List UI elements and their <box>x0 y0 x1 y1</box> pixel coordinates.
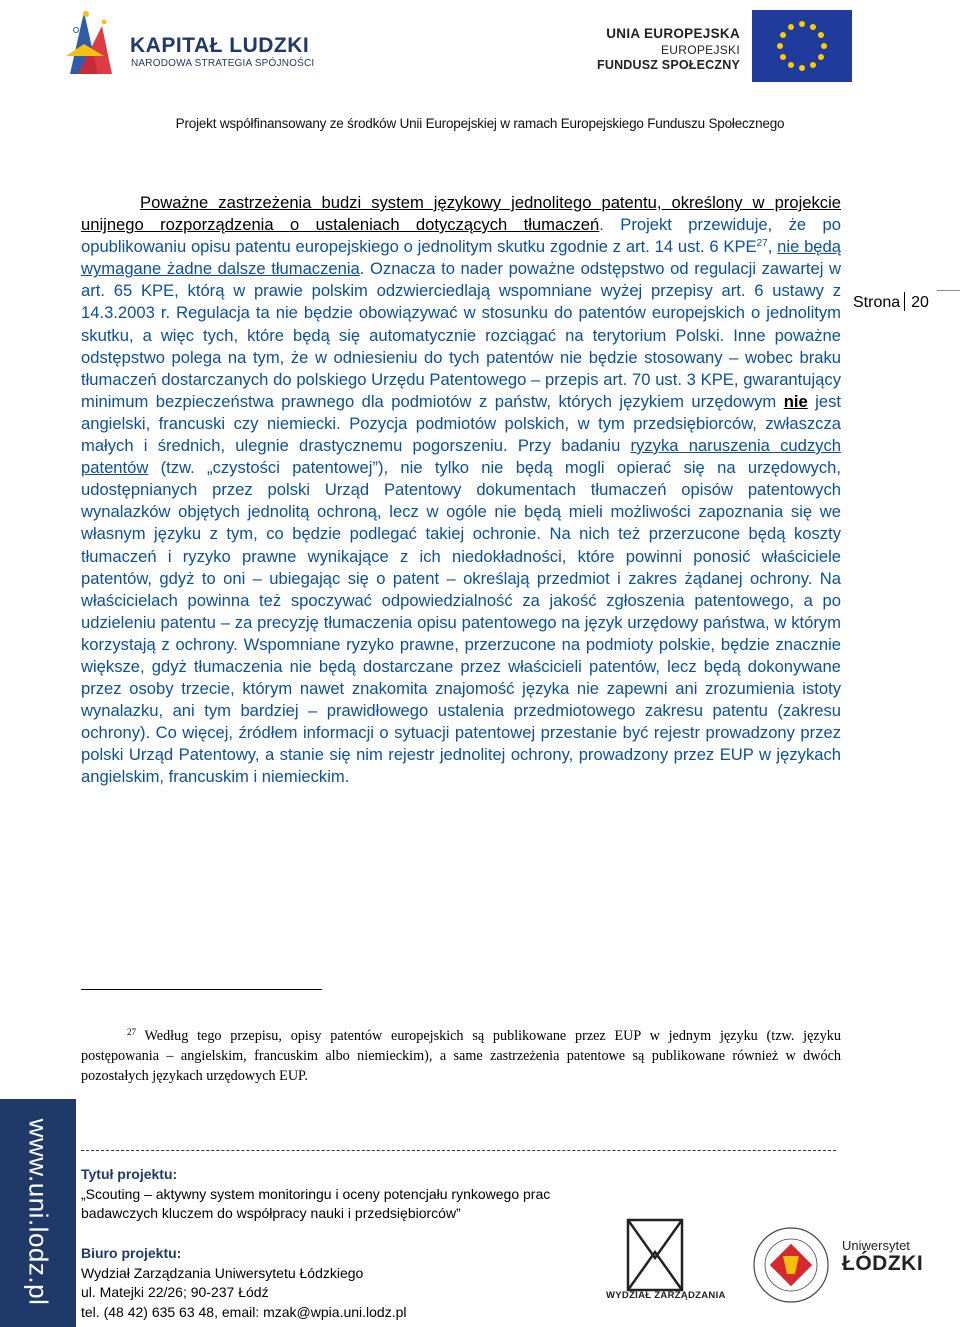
eu-logo-line2: EUROPEJSKI <box>660 43 740 57</box>
kapital-ludzki-subtitle: NARODOWA STRATEGIA SPÓJNOŚCI <box>131 58 315 69</box>
footnote <box>81 1026 841 1086</box>
page-label-text: Strona <box>853 294 901 311</box>
body-underlined-phrase: ryzyka naruszenia cudzych patentów <box>81 436 841 478</box>
page-label-separator <box>904 292 905 311</box>
body-emphasis: nie <box>783 391 808 411</box>
project-title-line: „Scouting – aktywny system monitoringu i oceny potencjału rynkowego prac <box>81 1185 551 1202</box>
wydzial-zarzadzania-label: WYDZIAŁ ZARZĄDZANIA <box>606 1290 726 1301</box>
footer-dashed-divider <box>81 1150 836 1151</box>
project-office-block <box>81 1244 407 1322</box>
university-seal-icon <box>752 1226 830 1304</box>
footnote-rule <box>81 989 322 990</box>
page-number: 20 <box>911 294 929 311</box>
page-number-label <box>853 292 929 312</box>
body-paragraph <box>81 192 841 789</box>
project-caption: Projekt współfinansowany ze środków Unii Europejskiej w ramach Europejskiego Funduszu Społecznego <box>175 116 785 131</box>
uniwersytet-lodzki-logo <box>842 1238 923 1276</box>
project-title-line: badawczych kluczem do współpracy nauki i przedsiębiorców” <box>81 1205 461 1221</box>
body-text-segment: (tzw. „czystości patentowej”), nie tylko nie będą mogli opierać się na urzędowych, udostępnianych przez polski Urząd Patentowy dokumentach tłumaczeń opisów patentowych wynalazków objętych jednolitą ochroną, lecz w ogóle nie będą mieli możliwości zapoznania się we własnym języku z tym, co będzie podlegać takiej ochronie. Na nich też przerzucone będą koszty tłumaczeń i ryzyko prawne wynikające z ich niedokładności, które powinni ponosić właściciele patentów, gdyż to oni – ubiegając się o patent – określają przedmiot i zakres żądanej ochrony. Na właścicielach powinna też spoczywać odpowiedzialność za jakość zgłoszenia patentowego, a po udzieleniu patentu – za precyzję tłumaczenia opisu patentowego na język urzędowy państwa, w którym korzystają z ochrony. Wspomniane ryzyko prawne, przerzucone na podmioty polskie, będzie znacznie większe, gdyż tłumaczenia nie będą dostarczane przez właścicieli patentów, lecz będą dokonywane przez osoby trzecie, którym nawet znakomita znajomość języka nie zapewni ani zrozumienia istoty wynalazku, ani tym bardziej – prawidłowego ustalenia przedmiotowego zakresu patentu (zakresu ochrony). Co więcej, źródłem informacji o sytuacji patentowej przestanie być rejestr prowadzony przez polski Urząd Patentowy, a stanie się nim rejestr jednolitej ochrony, prowadzony przez EUP w językach angielskim, francuskim i niemieckim. <box>81 458 841 787</box>
project-office-heading: Biuro projektu: <box>81 1245 182 1261</box>
body-underlined-phrase: nie będą wymagane żadne dalsze tłumaczenia <box>81 237 841 279</box>
kapital-ludzki-title: KAPITAŁ LUDZKI <box>130 34 310 57</box>
body-text-segment: . Oznacza to nader poważne odstępstwo od regulacji zawartej w art. 65 KPE, którą w prawie polskim odzwierciedlają wspomniane wyżej przepisy art. 6 ustawy z 14.3.2003 r. Regulacja ta nie będzie obowiązywać w stosunku do patentów europejskich o jednolitym skutku, a więc tych, które będą się automatycznie rozciągać na terytorium Polski. Inne poważne odstępstwo polega na tym, że w odniesieniu do tych patentów nie będzie stosowany – wobec braku tłumaczeń dostarczanych do polskiego Urzędu Patentowego – przepis art. 70 ust. 3 KPE, gwarantujący minimum bezpieczeństwa prawnego dla podmiotów z państw, których językiem urzędowym <box>81 259 841 411</box>
kapital-ludzki-logo <box>64 4 314 82</box>
project-title-block <box>81 1165 550 1224</box>
body-text-segment: . Projekt przewiduje, że po opublikowaniu opisu patentu europejskiego o jednolitym skutku zgodnie z art. 14 ust. 6 KPE <box>81 215 841 257</box>
footnote-ref: 27 <box>756 238 768 250</box>
eu-logo <box>597 6 852 82</box>
ul-logo-line1: Uniwersytet <box>842 1238 910 1253</box>
ul-logo-line2: ŁÓDZKI <box>842 1252 924 1275</box>
eu-logo-line3: FUNDUSZ SPOŁECZNY <box>597 58 740 72</box>
project-title-heading: Tytuł projektu: <box>81 1166 178 1182</box>
eu-flag-icon <box>752 10 852 82</box>
page-label-rule <box>937 290 960 291</box>
office-contact: tel. (48 42) 635 63 48, email: mzak@wpia.uni.lodz.pl <box>81 1303 407 1320</box>
body-text-segment: jest angielski, francuski czy niemiecki. Pozycja podmiotów polskich, w tym przedsiębiorców, zwłaszcza małych i średnich, ulegnie drastycznemu pogorszeniu. Przy badaniu <box>81 391 841 456</box>
body-underlined-intro: Poważne zastrzeżenia budzi system językowy jednolitego patentu, określony w projekcie unijnego rozporządzenia o ustaleniach dotyczących tłumaczeń <box>81 193 841 235</box>
eu-logo-line1: UNIA EUROPEJSKA <box>606 26 740 41</box>
office-name: Wydział Zarządzania Uniwersytetu Łódzkiego <box>81 1264 364 1281</box>
kapital-ludzki-star-icon <box>64 4 126 82</box>
body-text-segment: , <box>767 237 778 257</box>
footnote-text: Według tego przepisu, opisy patentów europejskich są publikowane przez EUP w jednym języku (tzw. języku postępowania – angielskim, francuskim albo niemieckim), a same zastrzeżenia patentowe są publikowane również w dwóch pozostałych językach urzędowych EUP. <box>81 1028 841 1084</box>
side-url: www.uni.lodz.pl <box>23 1118 54 1306</box>
office-address: ul. Matejki 22/26; 90-237 Łódź <box>81 1284 269 1300</box>
footnote-number: 27 <box>127 1027 136 1037</box>
